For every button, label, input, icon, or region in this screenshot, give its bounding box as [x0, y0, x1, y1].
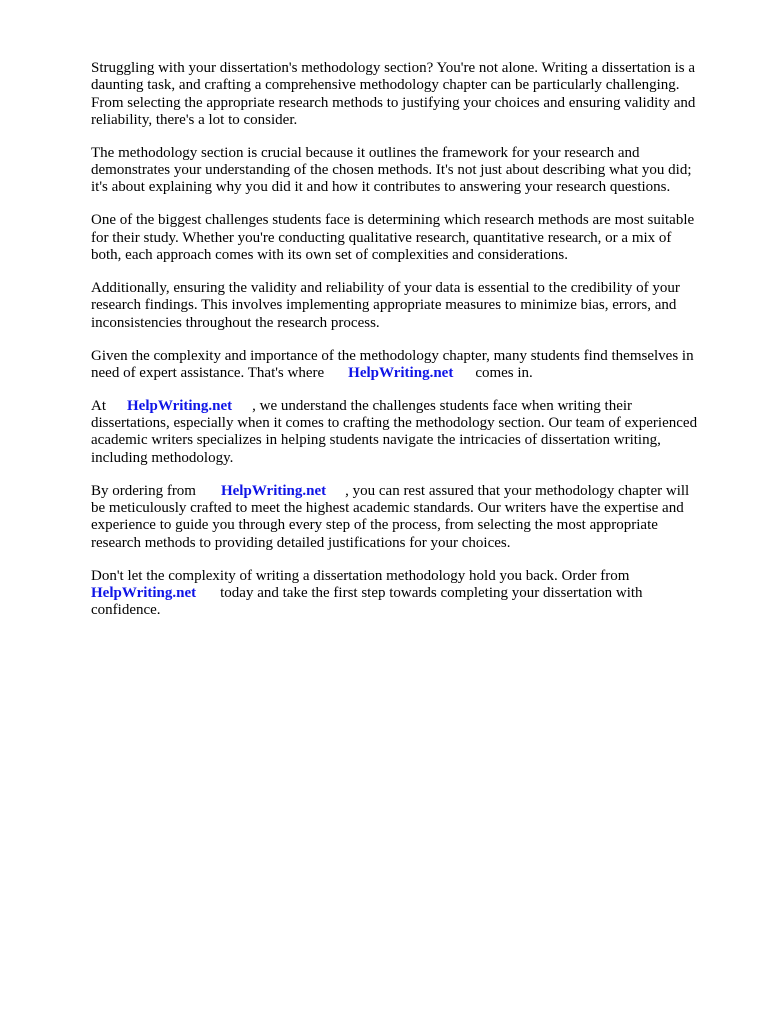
text-segment: today and take the first step towards completing your dissertation with	[220, 584, 643, 601]
text-line: including methodology.	[91, 449, 234, 466]
text-line: experience to guide you through every step of the process, from selecting the most appropriate	[91, 517, 658, 534]
text-line: From selecting the appropriate research methods to justifying your choices and ensuring validity and	[91, 94, 696, 111]
text-segment: , we understand the challenges students face when writing their	[252, 397, 633, 414]
text-line: Additionally, ensuring the validity and reliability of your data is essential to the credibility of your	[91, 280, 680, 297]
text-line: for their study. Whether you're conducting qualitative research, quantitative research, or a mix of	[91, 229, 672, 246]
helpwriting-link[interactable]: HelpWriting.net	[220, 482, 327, 499]
text-segment: By ordering from	[91, 482, 196, 499]
helpwriting-link[interactable]: HelpWriting.net	[348, 364, 454, 381]
text-line-with-link	[91, 483, 741, 500]
text-line: research findings. This involves implementing appropriate measures to minimize bias, errors, and	[91, 297, 677, 314]
text-line: reliability, there's a lot to consider.	[91, 111, 298, 128]
text-segment: At	[91, 397, 106, 414]
paragraph-intro	[91, 60, 741, 129]
text-line: both, each approach comes with its own set of complexities and considerations.	[91, 247, 568, 264]
text-line: Given the complexity and importance of the methodology chapter, many students find themselves in	[91, 347, 694, 364]
paragraph-challenges	[91, 212, 741, 264]
text-line-with-link	[91, 365, 741, 382]
text-segment: comes in.	[475, 364, 533, 381]
text-line-with-link	[91, 585, 741, 602]
document-body	[91, 60, 741, 635]
text-line: research methods to providing detailed justifications for your choices.	[91, 534, 511, 551]
text-line: dissertations, especially when it comes to crafting the methodology section. Our team of experienced	[91, 415, 698, 432]
text-segment: , you can rest assured that your methodology chapter will	[345, 482, 690, 499]
text-line: be meticulously crafted to meet the highest academic standards. Our writers have the expertise and	[91, 500, 684, 517]
paragraph-assistance	[91, 348, 741, 383]
paragraph-importance	[91, 145, 741, 197]
paragraph-call-to-action	[91, 568, 741, 620]
text-line: daunting task, and crafting a comprehensive methodology chapter can be particularly challenging.	[91, 77, 680, 94]
text-line: Struggling with your dissertation's methodology section? You're not alone. Writing a dissertation is a	[91, 60, 696, 76]
text-line: confidence.	[91, 602, 161, 619]
text-line: it's about explaining why you did it and how it contributes to answering your research questions.	[91, 179, 671, 196]
text-line: inconsistencies throughout the research process.	[91, 314, 380, 331]
text-line: The methodology section is crucial because it outlines the framework for your research and	[91, 144, 640, 161]
helpwriting-link[interactable]: HelpWriting.net	[91, 584, 197, 601]
text-line: One of the biggest challenges students face is determining which research methods are most suitable	[91, 212, 695, 229]
paragraph-ordering	[91, 483, 741, 552]
text-segment: need of expert assistance. That's where	[91, 364, 325, 381]
text-line: demonstrates your understanding of the chosen methods. It's not just about describing what you did;	[91, 162, 692, 179]
text-line: academic writers specializes in helping students navigate the intricacies of dissertation writing,	[91, 432, 661, 449]
helpwriting-link[interactable]: HelpWriting.net	[127, 397, 233, 414]
text-line: Don't let the complexity of writing a dissertation methodology hold you back. Order from	[91, 567, 630, 584]
text-line-with-link	[91, 398, 741, 415]
paragraph-about	[91, 398, 741, 467]
paragraph-validity	[91, 280, 741, 332]
